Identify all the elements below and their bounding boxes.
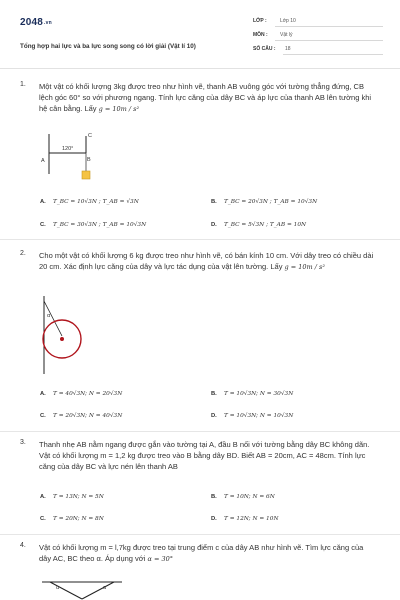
- question-text: [39, 542, 377, 565]
- question-text-part: Vật có khối lượng m = l,7kg được treo tại trung điểm c của dây AB như hình vẽ. Tìm lực căng của dây AC, BC theo α. Áp dụng với: [39, 543, 364, 563]
- meta-question-count: [253, 44, 383, 55]
- option-label: A.: [40, 199, 46, 205]
- option-label: A.: [40, 391, 46, 397]
- option-label: B.: [211, 494, 217, 500]
- question-text: [39, 81, 377, 115]
- option-value: T = 40√3N; N = 20√3N: [53, 391, 123, 397]
- ball-center: [60, 337, 64, 341]
- option-value: T = 10√3N; N = 30√3N: [224, 391, 294, 397]
- option-label: C.: [40, 413, 46, 419]
- q2-option-b[interactable]: [211, 391, 293, 397]
- angle-alpha-label: α: [47, 313, 51, 319]
- option-label: C.: [40, 222, 46, 228]
- option-value: T_BC = 20√3N ; T_AB = 10√3N: [224, 199, 318, 205]
- angle-label: 120°: [62, 146, 74, 152]
- meta-value: Lớp 10: [280, 18, 296, 24]
- q1-option-a[interactable]: [40, 199, 139, 205]
- meta-value: Vật lý: [280, 32, 293, 38]
- option-value: T = 10√3N; N = 10√3N: [224, 413, 294, 419]
- rope-ac: [50, 582, 82, 599]
- option-label: B.: [211, 199, 217, 205]
- option-label: D.: [211, 516, 217, 522]
- q3-option-a[interactable]: [40, 494, 104, 500]
- q1-option-b[interactable]: [211, 199, 317, 205]
- q3-option-c[interactable]: [40, 516, 104, 522]
- formula: α = 30°: [147, 555, 173, 563]
- question-text-part: Cho một vật có khối lượng 6 kg được treo như hình vẽ, có bán kính 10 cm. Với dây treo có chiều dài 20 cm. Xác định lực căng của dây và lực tác dụng của vật lên tường. Lấy: [39, 251, 374, 271]
- meta-key: LỚP :: [253, 18, 267, 24]
- option-label: B.: [211, 391, 217, 397]
- question-divider: [0, 431, 400, 432]
- option-value: T_BC = 10√3N ; T_AB = √3N: [53, 199, 139, 205]
- label-c: C: [88, 133, 92, 139]
- formula: g = 10m / s²: [98, 105, 140, 113]
- angle-alpha-right: α: [103, 585, 107, 591]
- brand-logo[interactable]: [20, 17, 52, 28]
- rope-bc: [82, 582, 114, 599]
- meta-key: SỐ CÂU :: [253, 46, 276, 52]
- q2-option-c[interactable]: [40, 413, 122, 419]
- brand-suffix: .vn: [44, 20, 52, 26]
- option-value: T = 20√3N; N = 40√3N: [53, 413, 123, 419]
- label-b: B: [87, 157, 91, 163]
- figure-v-rope: [42, 578, 132, 600]
- q1-option-d[interactable]: [211, 222, 306, 228]
- question-divider: [0, 534, 400, 535]
- document-header: [20, 12, 382, 60]
- option-value: T = 12N; N = 10N: [224, 516, 279, 522]
- meta-underline: [283, 54, 383, 55]
- q2-option-d[interactable]: [211, 413, 293, 419]
- q2-option-a[interactable]: [40, 391, 122, 397]
- question-number: 2.: [20, 250, 26, 257]
- q3-option-d[interactable]: [211, 516, 279, 522]
- meta-underline: [275, 26, 383, 27]
- option-value: T = 10N; N = 6N: [224, 494, 275, 500]
- question-text: Thanh nhẹ AB nằm ngang được gắn vào tường tại A, đầu B nối với tường bằng dây BC không dãn. Vật có khối lượng m = 1,2 kg được treo vào B bằng dây BD. Biết AB = 20cm, AC = 48cm. Tính lực căng của dây BC và lực nén lên thanh AB: [39, 440, 370, 471]
- label-a: A: [41, 158, 45, 164]
- meta-underline: [275, 40, 383, 41]
- option-value: T = 13N; N = 5N: [53, 494, 104, 500]
- question-number: 3.: [20, 439, 26, 446]
- meta-subject: [253, 30, 383, 41]
- option-value: T = 20N; N = 8N: [53, 516, 104, 522]
- option-label: A.: [40, 494, 46, 500]
- meta-value: 18: [285, 46, 291, 52]
- header-divider: [0, 68, 400, 69]
- q3-option-b[interactable]: [211, 494, 275, 500]
- hanging-block: [82, 171, 90, 179]
- question-text: [39, 250, 377, 273]
- option-label: D.: [211, 413, 217, 419]
- question-divider: [0, 239, 400, 240]
- question-number: 1.: [20, 81, 26, 88]
- question-number: 4.: [20, 542, 26, 549]
- document-title: Tổng hợp hai lực và ba lực song song có lời giải (Vật lí 10): [20, 43, 196, 50]
- q1-option-c[interactable]: [40, 222, 146, 228]
- figure-ball-on-wall: [40, 296, 100, 374]
- option-label: C.: [40, 516, 46, 522]
- brand-name: 2048: [20, 17, 44, 28]
- option-value: T_BC = 30√3N ; T_AB = 10√3N: [53, 222, 147, 228]
- option-value: T_BC = 5√3N ; T_AB = 10N: [224, 222, 307, 228]
- formula: g = 10m / s²: [284, 263, 325, 271]
- option-label: D.: [211, 222, 217, 228]
- figure-bracket-diagram: [30, 128, 100, 184]
- meta-class: [253, 16, 383, 27]
- question-text-part: Một vật có khối lượng 3kg được treo như hình vẽ, thanh AB vuông góc với tường thẳng đứng, CB lệch góc 60° so với phương ngang. Tính lực căng của dây BC và áp lực của thanh AB lên tường khi hệ cân bằng. Lấy: [39, 82, 372, 113]
- angle-alpha-left: α: [56, 585, 60, 591]
- meta-key: MÔN :: [253, 32, 268, 38]
